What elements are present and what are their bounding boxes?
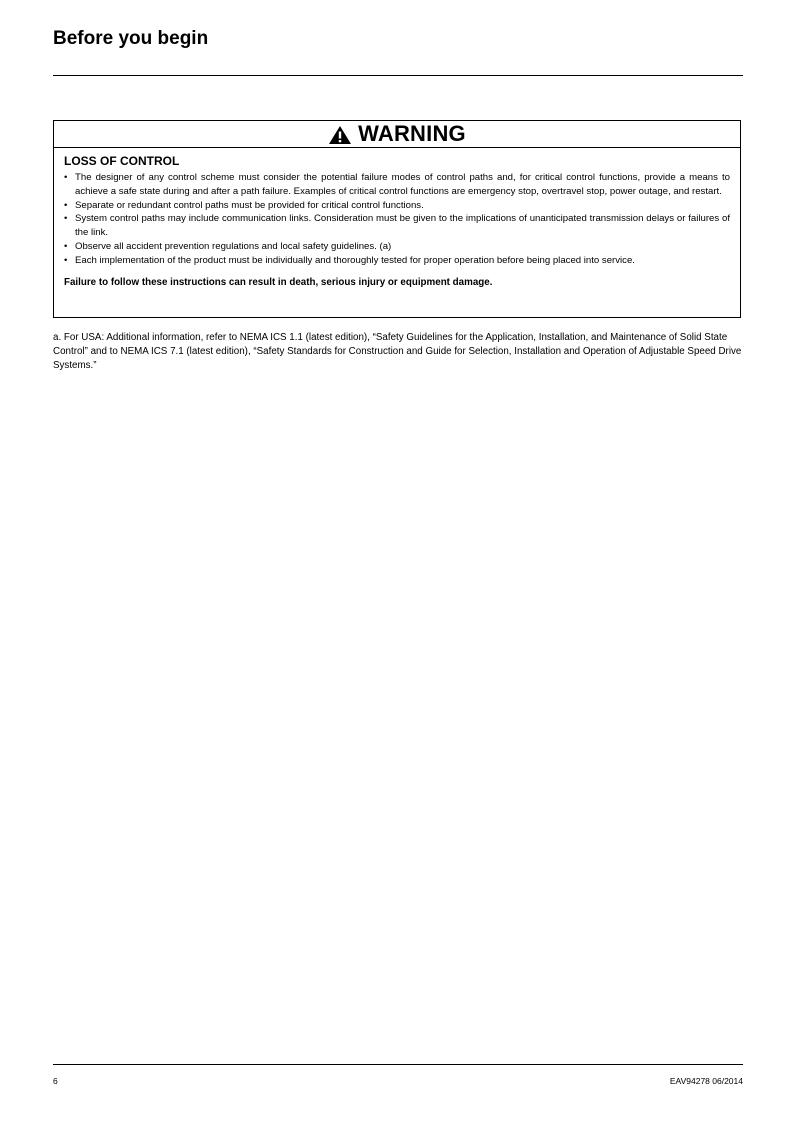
list-item: • System control paths may include communication links. Consideration must be given to the implications of unanticipated transmission delays or failures of the link.: [64, 212, 730, 240]
warning-header: [54, 121, 740, 148]
list-item: • The designer of any control scheme must consider the potential failure modes of control paths and, for critical control functions, provide a means to achieve a safe state during and after a path failure. Examples of critical control functions are emergency stop, overtravel stop, power outage, and restart.: [64, 171, 730, 199]
hazard-title: LOSS OF CONTROL: [64, 154, 180, 168]
header-divider: [53, 75, 743, 76]
signal-word: WARNING: [358, 121, 466, 146]
footnote: a. For USA: Additional information, refer to NEMA ICS 1.1 (latest edition), “Safety Guidelines for the Application, Installation, and Maintenance of Solid State Control” and to NEMA ICS 7.1 (latest edition), “Safety Standards for Construction and Guide for Selection, Installation and Operation of Adjustable Speed Drive Systems.”: [53, 332, 742, 372]
document-reference: EAV94278 06/2014: [669, 1076, 743, 1086]
list-item: • Observe all accident prevention regulations and local safety guidelines. (a): [64, 240, 730, 254]
warning-box: [53, 120, 741, 318]
warning-body: [54, 148, 740, 288]
page-number: 6: [53, 1076, 58, 1086]
footer-divider: [53, 1064, 743, 1065]
instruction-list: [64, 171, 730, 268]
consequence-statement: Failure to follow these instructions can result in death, serious injury or equipment damage.: [64, 276, 493, 288]
page-title: Before you begin: [53, 28, 209, 49]
warning-triangle-icon: [328, 125, 352, 145]
list-item: • Each implementation of the product must be individually and thoroughly tested for proper operation before being placed into service.: [64, 254, 730, 268]
list-item: • Separate or redundant control paths must be provided for critical control functions.: [64, 199, 730, 213]
